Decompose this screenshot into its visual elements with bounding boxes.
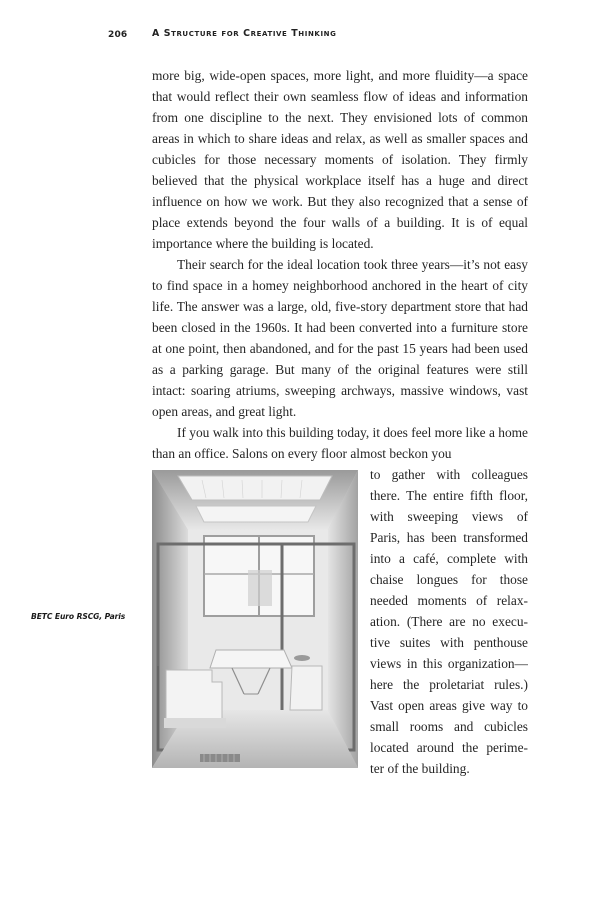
running-head — [108, 26, 540, 44]
wrapped-line: chaise longues for those — [370, 572, 528, 587]
page-number: 206 — [108, 30, 128, 40]
wrapped-line: tive suites with penthouse — [370, 635, 528, 650]
wrapped-text-column — [370, 464, 528, 779]
wrapped-line: there. The entire fifth floor, — [370, 488, 528, 503]
wrapped-line: needed moments of relax- — [370, 593, 528, 608]
body-paragraph-1 — [152, 65, 528, 254]
wrapped-line: ter of the building. — [370, 761, 470, 776]
wrapped-line: to gather with colleagues — [370, 467, 528, 482]
running-title: A Structure for Creative Thinking — [152, 28, 337, 39]
wrapped-line: Vast open areas give way to — [370, 698, 528, 713]
office-photo — [152, 470, 358, 768]
wrapped-line: Paris, has been transformed — [370, 530, 528, 545]
wrapped-line: views in this organization— — [370, 656, 528, 671]
wrapped-line: ation. (There are no execu- — [370, 614, 528, 629]
paragraph-text: more big, wide-open spaces, more light, and more fluidity—a space that would reflect their own seamless flow of ideas and information from one discipline to the next. They envisioned lots of common areas in which to share ideas and relax, as well as smaller spaces and cubicles for those necessary moments of isolation. They firmly believed that the physical workplace itself has a huge and direct influence on how we work. But they also recognized that a sense of place extends beyond the four walls of a building. It is of equal importance where the building is located. — [152, 68, 528, 251]
body-paragraph-3 — [152, 422, 528, 464]
wrapped-line: located around the perime- — [370, 740, 528, 755]
paragraph-text: Their search for the ideal location took three years—it’s not easy to find space in a homey neighborhood anchored in the heart of city life. The answer was a large, old, five-story department store that had been closed in the 1960s. It had been converted into a furniture store at one point, then abandoned, and for the past 15 years had been used as a parking garage. But many of the original features were still intact: soaring atriums, sweeping archways, massive windows, vast open areas, and great light. — [152, 257, 528, 419]
body-paragraph-2 — [152, 254, 528, 422]
office-photo-illustration — [152, 470, 358, 768]
wrapped-line: with sweeping views of — [370, 509, 528, 524]
figure-caption: BETC Euro RSCG, Paris — [31, 612, 126, 621]
wrapped-line: small rooms and cubicles — [370, 719, 528, 734]
wrapped-line: here the proletariat rules.) — [370, 677, 528, 692]
paragraph-text: If you walk into this building today, it does feel more like a home than an office. Salons on every floor almost beckon you — [152, 425, 528, 461]
wrapped-line: into a café, complete with — [370, 551, 528, 566]
